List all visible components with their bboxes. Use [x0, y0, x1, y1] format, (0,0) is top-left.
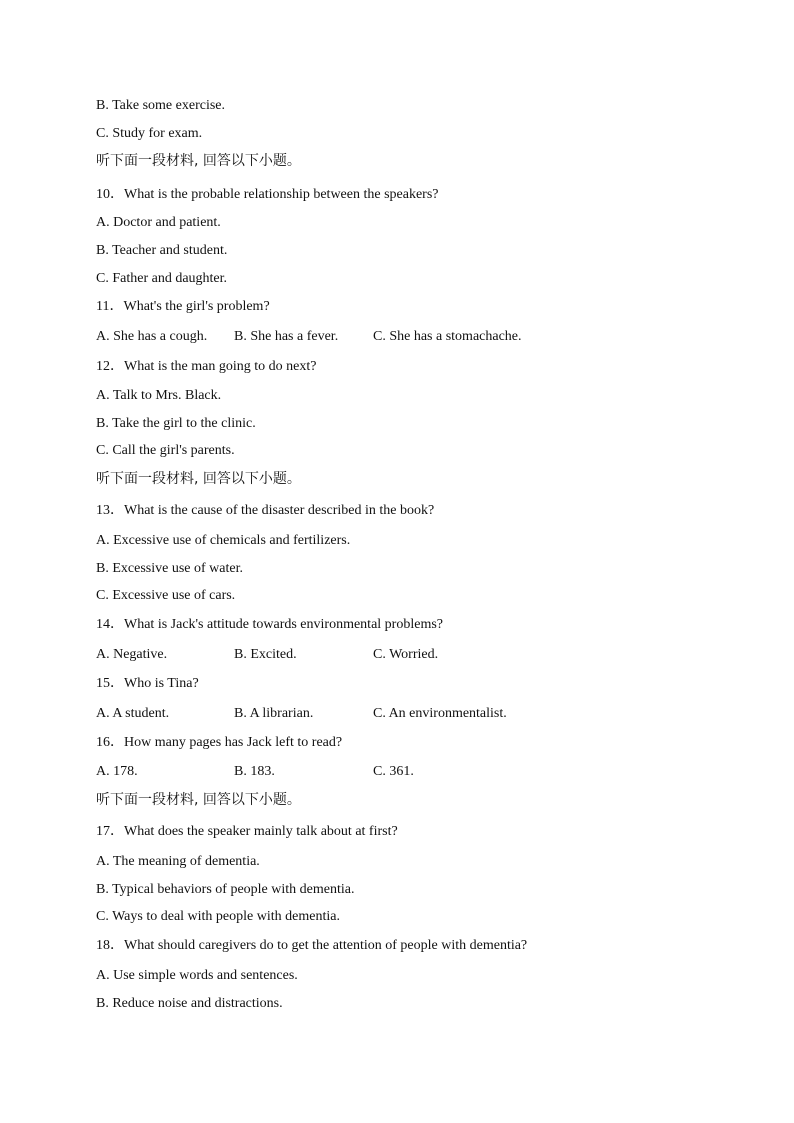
option-text: B. She has a fever.	[234, 329, 339, 344]
question-12: 12．What is the man going to do next?	[96, 359, 317, 374]
option-text: B. Take the girl to the clinic.	[96, 416, 256, 431]
option-text: C. Ways to deal with people with dementia.	[96, 909, 340, 924]
option-text: C. Call the girl's parents.	[96, 443, 235, 458]
question-18: 18．What should caregivers do to get the attention of people with dementia?	[96, 938, 528, 953]
option-text: A. Use simple words and sentences.	[96, 968, 298, 983]
option-text: A. A student.	[96, 706, 170, 721]
question-17: 17．What does the speaker mainly talk about at first?	[96, 824, 398, 839]
option-text: A. Talk to Mrs. Black.	[96, 388, 222, 403]
option-text: C. Father and daughter.	[96, 271, 228, 286]
option-text: C. Worried.	[373, 647, 439, 662]
question-13: 13．What is the cause of the disaster described in the book?	[96, 503, 435, 518]
option-text: B. Typical behaviors of people with dementia.	[96, 882, 355, 897]
section-instruction: 听下面一段材料, 回答以下小题。	[96, 471, 301, 487]
option-text: C. Study for exam.	[96, 126, 203, 141]
option-text: B. Take some exercise.	[96, 98, 225, 113]
option-text: B. Teacher and student.	[96, 243, 228, 258]
question-14: 14．What is Jack's attitude towards environmental problems?	[96, 617, 443, 632]
option-text: B. Excessive use of water.	[96, 561, 243, 576]
question-10: 10．What is the probable relationship between the speakers?	[96, 187, 439, 202]
question-11: 11．What's the girl's problem?	[96, 299, 270, 314]
option-text: B. 183.	[234, 764, 275, 779]
option-text: C. She has a stomachache.	[373, 329, 522, 344]
option-text: B. A librarian.	[234, 706, 314, 721]
option-text: B. Excited.	[234, 647, 297, 662]
option-text: A. The meaning of dementia.	[96, 854, 260, 869]
option-text: C. An environmentalist.	[373, 706, 507, 721]
section-instruction: 听下面一段材料, 回答以下小题。	[96, 153, 301, 169]
question-15: 15．Who is Tina?	[96, 676, 199, 691]
section-instruction: 听下面一段材料, 回答以下小题。	[96, 792, 301, 808]
option-text: A. Excessive use of chemicals and fertilizers.	[96, 533, 351, 548]
option-text: C. 361.	[373, 764, 414, 779]
option-text: C. Excessive use of cars.	[96, 588, 236, 603]
option-text: A. 178.	[96, 764, 138, 779]
option-text: A. She has a cough.	[96, 329, 208, 344]
option-text: A. Negative.	[96, 647, 168, 662]
option-text: A. Doctor and patient.	[96, 215, 221, 230]
option-text: B. Reduce noise and distractions.	[96, 996, 283, 1011]
question-16: 16．How many pages has Jack left to read?	[96, 735, 343, 750]
